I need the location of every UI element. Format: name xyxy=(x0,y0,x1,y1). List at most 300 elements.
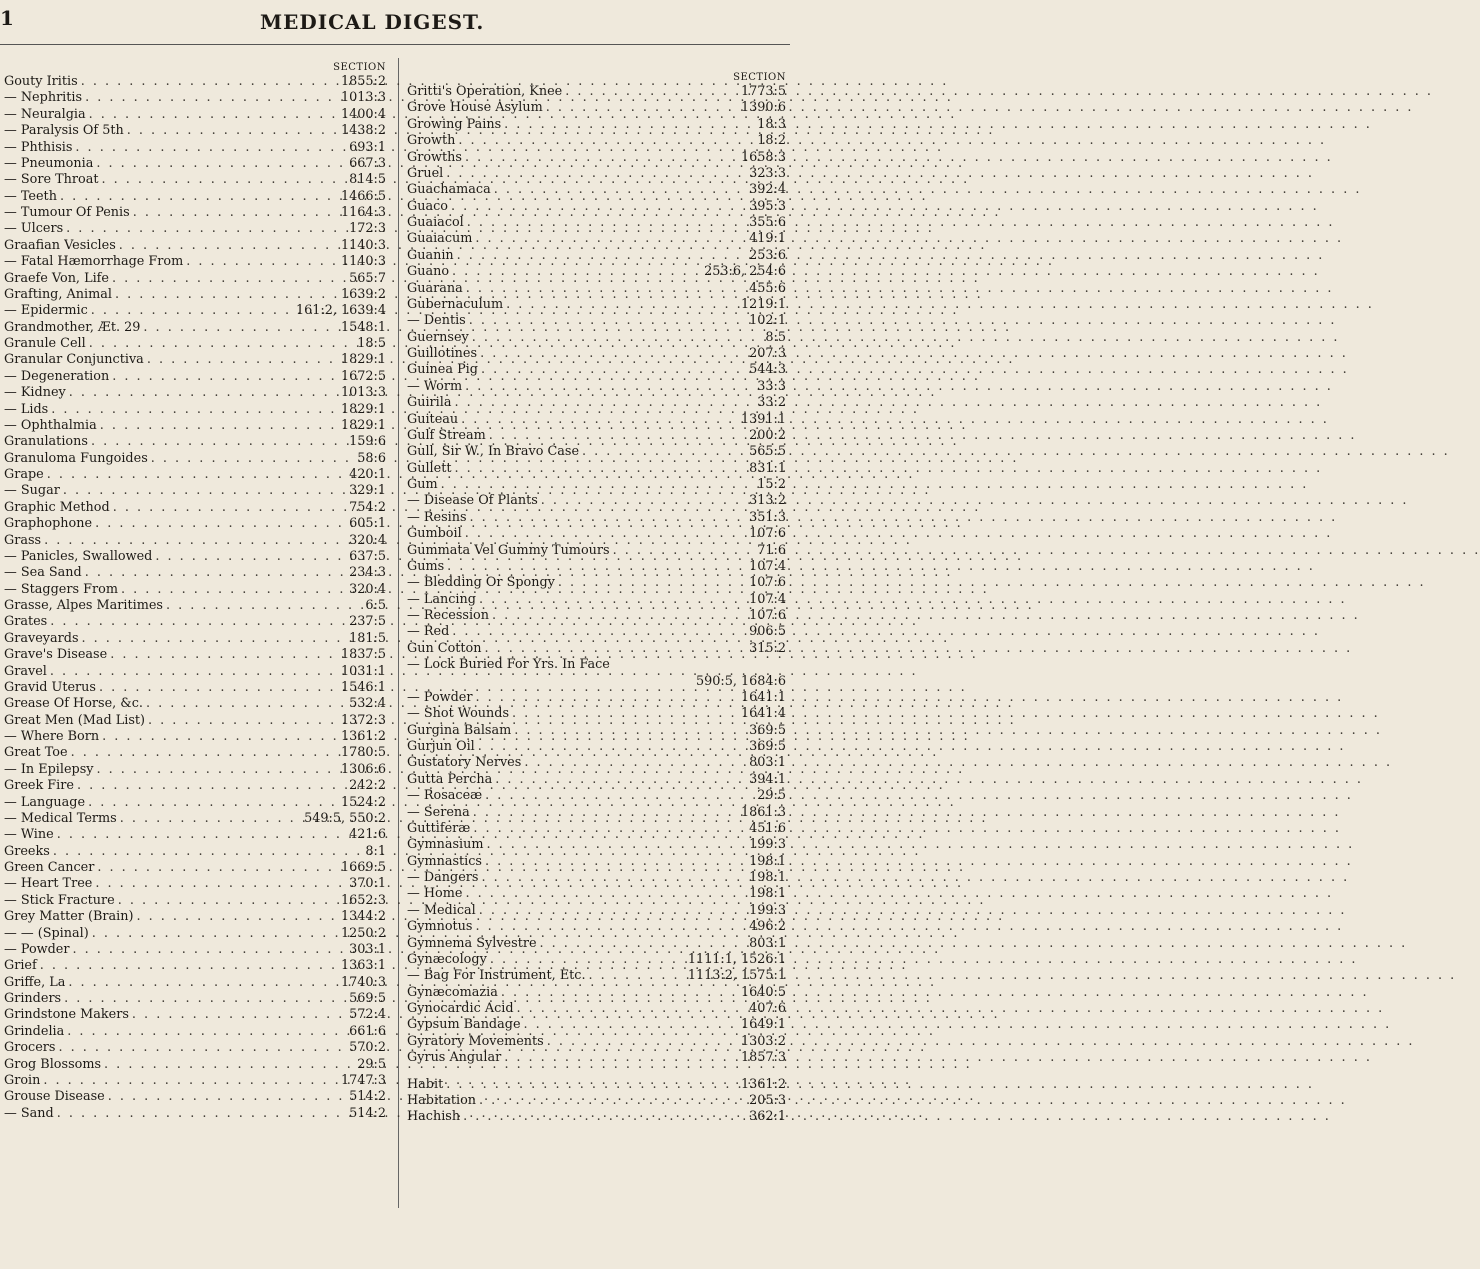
index-entry xyxy=(407,493,786,509)
index-term: Guanin xyxy=(407,247,454,263)
section-reference: 198:1 xyxy=(749,886,786,902)
index-term: Grasse, Alpes Maritimes xyxy=(4,598,163,613)
index-entry xyxy=(4,271,386,287)
leader-dots xyxy=(509,706,741,722)
index-entry xyxy=(407,854,786,870)
section-reference: 207:3 xyxy=(749,346,786,361)
index-entry xyxy=(407,592,786,608)
section-reference: 362:1 xyxy=(749,1109,786,1125)
section-reference: 395:3 xyxy=(749,198,786,214)
section-reference: 1361:2 xyxy=(740,1076,786,1092)
index-entry xyxy=(407,788,786,804)
index-entry xyxy=(4,336,386,352)
index-entry xyxy=(4,1106,386,1122)
section-reference: 514:2 xyxy=(349,1105,386,1121)
index-term: — — (Spinal) xyxy=(4,925,89,941)
section-reference: 1344:2 xyxy=(340,909,386,925)
index-term: Grave's Disease xyxy=(4,647,108,663)
leader-dots xyxy=(521,1017,741,1033)
section-reference: 1372:3 xyxy=(340,712,386,728)
index-entry xyxy=(4,795,386,811)
index-term: — Ophthalmia xyxy=(4,417,97,433)
section-reference: 1641:1 xyxy=(740,689,786,705)
section-reference: 455:6 xyxy=(749,280,786,296)
index-entry xyxy=(4,909,386,925)
index-term: Gypsum Bandage xyxy=(407,1017,521,1033)
index-term: — Neuralgia xyxy=(4,106,86,122)
leader-dots xyxy=(449,264,704,280)
index-entry xyxy=(4,844,386,860)
index-entry xyxy=(407,84,786,100)
leader-dots xyxy=(487,952,688,968)
leader-dots xyxy=(105,1089,349,1105)
index-entry xyxy=(407,837,786,853)
section-reference: 198:1 xyxy=(749,853,786,869)
section-reference: 253:6, 254:6 xyxy=(704,264,786,280)
leader-dots xyxy=(476,1093,749,1109)
index-entry xyxy=(4,402,386,418)
index-entry xyxy=(4,1073,386,1089)
index-term: — Teeth xyxy=(4,188,57,204)
index-entry xyxy=(407,231,786,247)
index-entry xyxy=(407,100,786,116)
leader-dots xyxy=(82,565,349,581)
leader-dots xyxy=(144,352,341,368)
index-term: — Language xyxy=(4,794,86,810)
leader-dots xyxy=(462,379,757,395)
section-reference: 33:2 xyxy=(757,395,786,411)
section-reference: 1390:6 xyxy=(740,100,786,116)
leader-dots xyxy=(70,942,350,958)
leader-dots xyxy=(54,1106,349,1122)
index-entry xyxy=(407,1109,786,1125)
index-entry xyxy=(407,297,786,313)
index-term: Grouse Disease xyxy=(4,1089,105,1105)
index-entry xyxy=(4,942,386,958)
index-term: Gymnasium xyxy=(407,837,484,853)
section-reference: 320:4 xyxy=(349,532,386,548)
leader-dots xyxy=(94,762,341,778)
section-reference: 565:5 xyxy=(749,444,786,460)
section-reference: 1303:2 xyxy=(740,1033,786,1049)
index-term: — Staggers From xyxy=(4,581,118,597)
index-term: Gun Cotton xyxy=(407,640,482,656)
index-entry xyxy=(407,936,786,952)
leader-dots xyxy=(82,90,341,106)
section-reference: 1672:5 xyxy=(340,368,386,384)
section-reference: 549:5, 550:2 xyxy=(304,810,386,826)
section-reference: 661:6 xyxy=(349,1023,386,1039)
index-entry xyxy=(4,696,386,712)
index-term: — Red xyxy=(407,624,450,640)
section-reference: 198:1 xyxy=(749,870,786,885)
leader-dots xyxy=(116,238,341,254)
index-entry xyxy=(407,805,786,821)
index-entry xyxy=(4,598,386,614)
section-reference: 199:3 xyxy=(749,902,786,918)
index-entry xyxy=(4,221,386,237)
index-term: Gums xyxy=(407,558,445,574)
section-reference: 420:1 xyxy=(349,467,386,482)
leader-dots xyxy=(79,631,350,647)
section-reference: 107:6 xyxy=(749,608,786,623)
section-reference: 1829:1 xyxy=(340,417,386,433)
section-reference: 18:2 xyxy=(757,133,786,149)
section-reference: 1740:3 xyxy=(340,974,386,990)
index-entry xyxy=(407,543,786,559)
leader-dots xyxy=(89,926,341,942)
index-term: — Heart Tree xyxy=(4,876,93,892)
index-term: — Tumour Of Penis xyxy=(4,205,130,220)
index-term: — Powder xyxy=(407,689,473,705)
section-reference: 107:6 xyxy=(749,526,786,542)
index-term: Gurgina Balsam xyxy=(407,722,512,738)
section-reference: 1111:1, 1526:1 xyxy=(687,951,786,967)
leader-dots xyxy=(444,559,749,575)
leader-dots xyxy=(467,510,750,526)
leader-dots xyxy=(65,975,341,991)
index-entry xyxy=(407,690,786,706)
index-term: Gynocardic Acid xyxy=(407,1001,514,1016)
section-reference: 1658:3 xyxy=(740,149,786,165)
index-term: Graphophone xyxy=(4,516,93,532)
index-term: Great Men (Mad List) xyxy=(4,712,146,728)
index-term: Gymnastics xyxy=(407,853,482,869)
index-term: Granule Cell xyxy=(4,336,86,351)
index-entry xyxy=(4,320,386,336)
index-entry xyxy=(407,444,786,460)
section-reference: 107:4 xyxy=(749,591,786,607)
leader-dots xyxy=(537,936,750,952)
leader-dots xyxy=(60,483,349,499)
index-entry xyxy=(407,575,786,591)
index-term: Griffe, La xyxy=(4,974,66,990)
index-term: Grandmother, Æt. 29 xyxy=(4,319,141,335)
index-term: — Dangers xyxy=(407,870,479,885)
section-reference: 329:1 xyxy=(349,483,386,499)
leader-dots xyxy=(443,1077,741,1093)
index-entry xyxy=(407,264,786,280)
index-term: Greeks xyxy=(4,843,50,859)
section-reference: 1524:2 xyxy=(340,794,386,810)
index-entry xyxy=(4,811,386,827)
index-term: Gum xyxy=(407,477,438,492)
index-term: Guarana xyxy=(407,280,463,296)
index-term: Grindstone Makers xyxy=(4,1007,129,1023)
index-term: Gyrus Angular xyxy=(407,1050,502,1066)
leader-dots xyxy=(448,199,749,215)
index-term: — Recession xyxy=(407,608,489,623)
leader-dots xyxy=(462,886,749,902)
index-entry xyxy=(4,1040,386,1056)
index-term: Habit xyxy=(407,1076,444,1092)
index-entry xyxy=(4,713,386,729)
section-reference: 1640:5 xyxy=(740,984,786,1000)
section-reference: 814:5 xyxy=(349,172,386,188)
leader-dots xyxy=(63,221,349,237)
index-term: Guano xyxy=(407,264,450,280)
leader-dots xyxy=(452,461,750,477)
index-term: Graphic Method xyxy=(4,499,110,515)
leader-dots xyxy=(473,690,741,706)
index-term: — In Epilepsy xyxy=(4,761,94,777)
section-reference: 451:6 xyxy=(749,820,786,836)
index-entry xyxy=(407,330,786,346)
index-entry xyxy=(407,215,786,231)
section-reference: 303:1 xyxy=(349,941,386,957)
leader-dots xyxy=(64,1024,349,1040)
index-term: Grinders xyxy=(4,991,62,1006)
leader-dots xyxy=(86,107,341,123)
section-reference: 351:3 xyxy=(749,509,786,525)
index-term: Gymnema Sylvestre xyxy=(407,935,537,951)
index-term: Grey Matter (Brain) xyxy=(4,909,134,925)
leader-dots xyxy=(78,74,341,90)
leader-dots xyxy=(463,281,749,297)
leader-dots xyxy=(88,434,349,450)
leader-dots xyxy=(452,395,758,411)
section-heading: SECTION xyxy=(333,62,386,73)
index-entry xyxy=(407,248,786,264)
index-term: — Disease Of Plants xyxy=(407,493,538,509)
index-term: — Sand xyxy=(4,1105,54,1121)
index-term: Growths xyxy=(407,149,462,165)
index-entry xyxy=(4,975,386,991)
index-entry xyxy=(407,624,786,640)
leader-dots xyxy=(466,313,749,329)
header-rule xyxy=(0,44,790,45)
index-term: Grates xyxy=(4,614,48,630)
index-term: — Where Born xyxy=(4,729,100,744)
index-term: Green Cancer xyxy=(4,860,95,875)
section-reference: 1649:1 xyxy=(740,1017,786,1033)
leader-dots xyxy=(455,133,757,149)
index-term: Grape xyxy=(4,467,44,482)
index-term: — Wine xyxy=(4,827,54,843)
section-reference: 369:5 xyxy=(749,722,786,738)
index-term: — Kidney xyxy=(4,385,66,401)
leader-dots xyxy=(92,876,349,892)
leader-dots xyxy=(484,837,750,853)
index-entry xyxy=(407,903,786,919)
index-entry xyxy=(407,968,786,984)
leader-dots xyxy=(107,647,341,663)
index-entry xyxy=(407,428,786,444)
index-term: Guttiferæ xyxy=(407,820,471,836)
index-entry xyxy=(4,352,386,368)
leader-dots xyxy=(152,549,349,565)
index-term: Guaco xyxy=(407,198,448,214)
leader-dots xyxy=(489,608,749,624)
index-term: — Resins xyxy=(407,509,467,525)
index-term: — Paralysis Of 5th xyxy=(4,123,124,139)
section-reference: 172:3 xyxy=(349,221,386,237)
leader-dots xyxy=(94,860,341,876)
leader-dots xyxy=(482,854,749,870)
section-reference: 514:2 xyxy=(349,1089,386,1105)
leader-dots xyxy=(124,123,341,139)
index-entry xyxy=(4,254,386,270)
leader-dots xyxy=(498,985,741,1001)
index-entry xyxy=(4,451,386,467)
leader-dots xyxy=(112,287,341,303)
leader-dots xyxy=(47,664,341,680)
index-entry xyxy=(407,674,786,690)
leader-dots xyxy=(511,723,749,739)
index-term: Habitation xyxy=(407,1092,477,1108)
index-entry xyxy=(4,1024,386,1040)
leader-dots xyxy=(183,254,341,270)
index-term: Greek Fire xyxy=(4,778,74,794)
section-reference: 1391:1 xyxy=(740,411,786,427)
right-column xyxy=(407,72,786,1126)
index-entry xyxy=(4,418,386,434)
leader-dots xyxy=(477,346,749,362)
index-term: Guinea Pig xyxy=(407,362,478,378)
index-entry xyxy=(407,526,786,542)
section-reference: 906:5 xyxy=(749,624,786,640)
index-term: — Powder xyxy=(4,941,70,957)
index-term: Graveyards xyxy=(4,630,79,646)
index-entry xyxy=(4,827,386,843)
index-entry xyxy=(407,1017,786,1033)
index-entry xyxy=(4,893,386,909)
index-term: Gulf Stream xyxy=(407,427,486,443)
leader-dots xyxy=(462,150,741,166)
index-term: Groin xyxy=(4,1072,41,1088)
page-number: 1 xyxy=(0,6,14,30)
section-reference: 831:1 xyxy=(749,460,786,476)
index-entry xyxy=(4,582,386,598)
index-entry xyxy=(407,150,786,166)
leader-dots xyxy=(544,1034,741,1050)
section-reference: 199:3 xyxy=(749,837,786,853)
section-reference: 1031:1 xyxy=(340,663,386,679)
section-reference: 754:2 xyxy=(349,499,386,515)
section-reference: 1466:5 xyxy=(340,188,386,204)
index-term: — Sugar xyxy=(4,483,60,499)
leader-dots xyxy=(486,428,749,444)
section-reference: 102:1 xyxy=(749,313,786,329)
section-reference: 544:3 xyxy=(749,362,786,378)
index-term: Gurjun Oil xyxy=(407,739,475,754)
index-entry xyxy=(4,287,386,303)
index-term: Granuloma Fungoides xyxy=(4,450,148,466)
index-term: Guaiacum xyxy=(407,231,473,247)
section-reference: 570:2 xyxy=(349,1040,386,1056)
index-entry xyxy=(407,313,786,329)
section-reference: 637:5 xyxy=(349,548,386,564)
index-entry xyxy=(4,991,386,1007)
section-reference: 370:1 xyxy=(349,876,386,892)
index-term: Gull, Sir W., In Bravo Case xyxy=(407,444,580,460)
index-term: Graafian Vesicles xyxy=(4,237,116,253)
section-reference: 107:6 xyxy=(749,575,786,591)
index-term: — Medical Terms xyxy=(4,810,117,826)
leader-dots xyxy=(88,303,296,319)
index-term: — Fatal Hæmorrhage From xyxy=(4,254,184,270)
index-term: Gravid Uterus xyxy=(4,679,96,695)
index-entry xyxy=(407,1093,786,1109)
index-entry xyxy=(4,778,386,794)
section-reference: 419:1 xyxy=(749,231,786,247)
leader-dots xyxy=(109,271,349,287)
index-entry xyxy=(407,739,786,755)
leader-dots xyxy=(443,166,749,182)
leader-dots xyxy=(555,575,749,591)
leader-dots xyxy=(99,729,341,745)
section-reference: 15:2 xyxy=(757,477,786,492)
index-term: Growth xyxy=(407,133,456,149)
leader-dots xyxy=(460,1109,749,1125)
leader-dots xyxy=(37,958,341,974)
index-entry xyxy=(407,412,786,428)
leader-dots xyxy=(458,412,741,428)
index-term: — Home xyxy=(407,886,463,902)
index-entry xyxy=(4,385,386,401)
index-term: — Medical xyxy=(407,902,476,918)
index-term: Guiteau xyxy=(407,411,459,427)
section-reference: 1400:4 xyxy=(340,106,386,122)
section-reference: 803:1 xyxy=(749,755,786,771)
index-term: Guaiacol xyxy=(407,215,464,230)
section-reference: 18:5 xyxy=(357,336,386,351)
leader-dots xyxy=(96,680,341,696)
section-reference: 29:5 xyxy=(757,788,786,804)
section-reference: 315:2 xyxy=(749,640,786,656)
index-term: Guachamaca xyxy=(407,182,491,198)
leader-dots xyxy=(472,919,749,935)
index-term: — Panicles, Swallowed xyxy=(4,548,153,564)
index-term: Grog Blossoms xyxy=(4,1056,102,1072)
section-reference: 605:1 xyxy=(349,516,386,532)
index-term: Gritti's Operation, Knee xyxy=(407,84,563,99)
index-term: Grafting, Animal xyxy=(4,286,112,302)
index-entry xyxy=(4,762,386,778)
leader-dots xyxy=(586,968,688,984)
section-reference: 1829:1 xyxy=(340,352,386,368)
index-entry xyxy=(4,958,386,974)
index-term: — Dentis xyxy=(407,313,466,329)
index-term: — Degeneration xyxy=(4,368,110,384)
index-entry xyxy=(4,140,386,156)
section-reference: 205:3 xyxy=(749,1092,786,1108)
section-reference: 1361:2 xyxy=(340,729,386,744)
index-entry xyxy=(407,117,786,133)
index-entry xyxy=(407,133,786,149)
leader-dots xyxy=(476,592,749,608)
index-term: — Ulcers xyxy=(4,221,64,237)
leader-dots xyxy=(538,493,749,509)
leader-dots xyxy=(478,362,749,378)
leader-dots xyxy=(501,1050,741,1066)
leader-dots xyxy=(115,893,341,909)
leader-dots xyxy=(464,215,749,231)
index-entry xyxy=(4,631,386,647)
index-term: — Phthisis xyxy=(4,139,73,155)
index-term: Gynæcomazia xyxy=(407,984,498,1000)
leader-dots xyxy=(50,844,366,860)
index-entry xyxy=(407,1077,786,1093)
index-entry xyxy=(407,166,786,182)
section-reference: 1855:2 xyxy=(340,74,386,89)
section-reference: 590:5, 1684:6 xyxy=(695,673,786,689)
index-term: Gyratory Movements xyxy=(407,1033,544,1049)
index-entry xyxy=(4,614,386,630)
section-reference: 1164:3 xyxy=(340,205,386,220)
index-term: — Shot Wounds xyxy=(407,706,510,722)
section-reference: 1438:2 xyxy=(340,123,386,139)
